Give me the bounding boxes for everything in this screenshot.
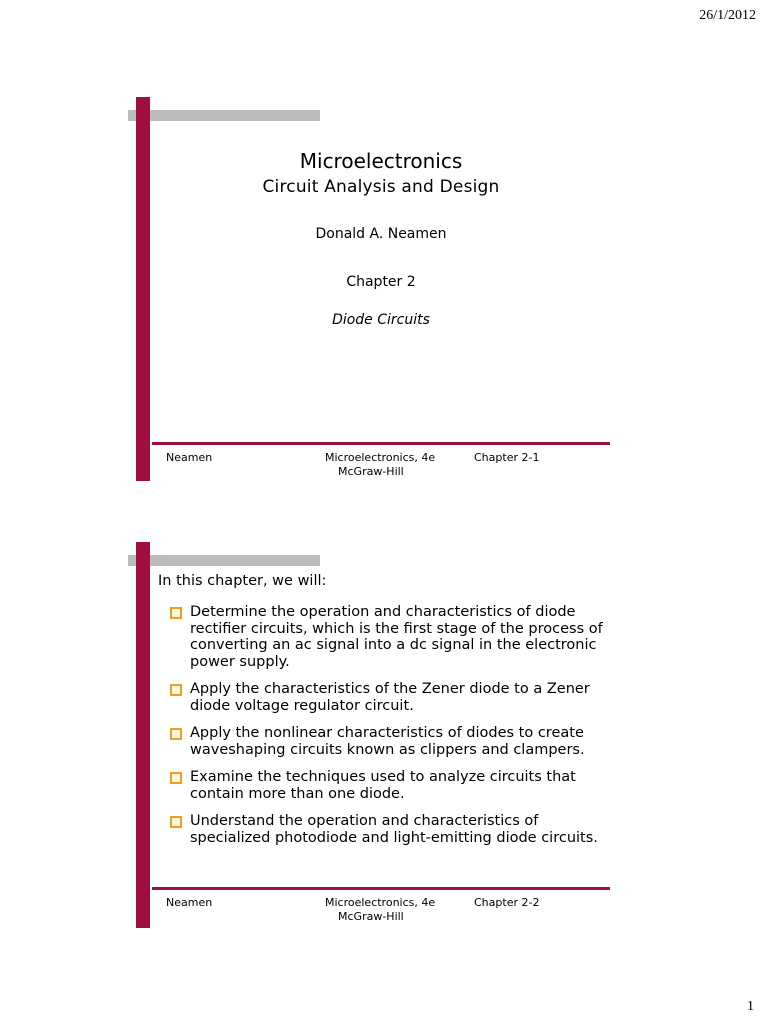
list-item-text: Examine the techniques used to analyze circuits that contain more than one diode. xyxy=(190,769,576,802)
list-item xyxy=(170,813,610,846)
list-item xyxy=(170,725,610,758)
book-author: Donald A. Neamen xyxy=(315,226,447,242)
footer-rule xyxy=(152,442,610,445)
chapter-number: Chapter 2 xyxy=(346,274,416,290)
footer-publisher: McGraw-Hill xyxy=(338,910,404,923)
crimson-accent-bar xyxy=(136,542,150,928)
list-item xyxy=(170,769,610,802)
list-item-text: Understand the operation and characteristics of specialized photodiode and light-emitting diode circuits. xyxy=(190,813,598,846)
list-item-text: Apply the nonlinear characteristics of diodes to create waveshaping circuits known as clippers and clampers. xyxy=(190,725,585,758)
footer-author: Neamen xyxy=(166,451,213,464)
footer-book: Microelectronics, 4e xyxy=(325,896,436,909)
square-bullet-icon xyxy=(170,728,182,740)
square-bullet-icon xyxy=(170,684,182,696)
footer-rule xyxy=(152,887,610,890)
square-bullet-icon xyxy=(170,772,182,784)
slide-title xyxy=(128,97,612,481)
print-date: 26/1/2012 xyxy=(699,8,756,23)
square-bullet-icon xyxy=(170,816,182,828)
list-item xyxy=(170,604,610,670)
list-item-text: Determine the operation and characteristics of diode rectifier circuits, which is the first stage of the process of converting an ac signal into a dc signal in the electronic power supply. xyxy=(190,604,603,670)
gray-accent-bar xyxy=(128,110,320,121)
square-bullet-icon xyxy=(170,607,182,619)
chapter-name: Diode Circuits xyxy=(332,312,430,328)
page-number: 1 xyxy=(747,999,754,1014)
list-item-text: Apply the characteristics of the Zener diode to a Zener diode voltage regulator circuit. xyxy=(190,681,590,714)
footer-chapter-ref: Chapter 2-1 xyxy=(474,451,540,464)
list-item xyxy=(170,681,610,714)
objectives-intro: In this chapter, we will: xyxy=(158,573,327,589)
slide-objectives xyxy=(128,542,612,928)
gray-accent-bar xyxy=(128,555,320,566)
slide-subtitle: Circuit Analysis and Design xyxy=(262,177,500,197)
footer-book: Microelectronics, 4e xyxy=(325,451,436,464)
footer-author: Neamen xyxy=(166,896,213,909)
slide-title-heading: Microelectronics xyxy=(299,149,463,173)
footer-chapter-ref: Chapter 2-2 xyxy=(474,896,540,909)
objectives-list xyxy=(170,604,610,857)
footer-publisher: McGraw-Hill xyxy=(338,465,404,478)
crimson-accent-bar xyxy=(136,97,150,481)
